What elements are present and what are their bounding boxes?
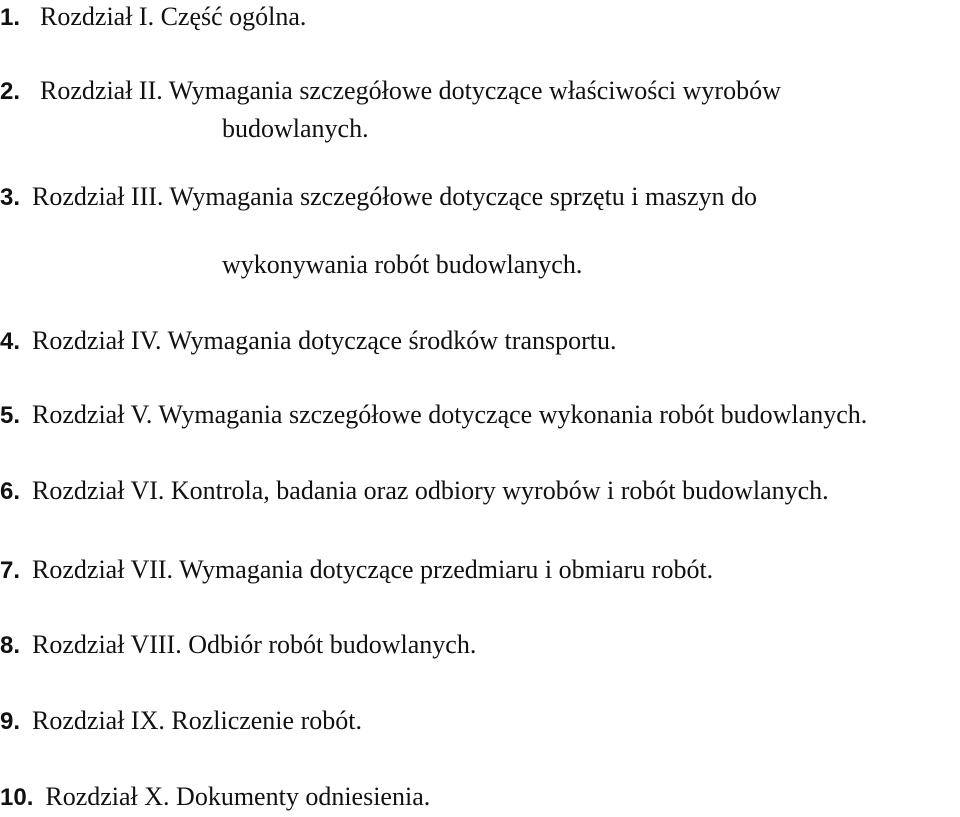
toc-item-text: Rozdział V. Wymagania szczegółowe dotyczące wykonania robót budowlanych.	[32, 400, 868, 429]
toc-item-1	[0, 2, 306, 33]
toc-item-number: 3.	[0, 184, 21, 211]
toc-item-text: Rozdział VIII. Odbiór robót budowlanych.	[32, 630, 477, 659]
toc-item-number: 10.	[0, 784, 34, 811]
toc-item-number: 4.	[0, 328, 21, 355]
toc-item-number: 7.	[0, 557, 21, 584]
toc-item-2	[0, 76, 781, 107]
toc-item-10	[0, 782, 430, 813]
toc-item-number: 2.	[0, 78, 21, 105]
toc-item-2-continuation: budowlanych.	[222, 114, 369, 143]
toc-item-3-continuation: wykonywania robót budowlanych.	[222, 250, 583, 279]
toc-item-3	[0, 182, 757, 213]
toc-item-text: Rozdział VI. Kontrola, badania oraz odbiory wyrobów i robót budowlanych.	[32, 476, 829, 505]
toc-item-number: 5.	[0, 402, 21, 429]
toc-item-text: Rozdział I. Część ogólna.	[40, 2, 307, 31]
toc-item-4	[0, 326, 616, 357]
toc-item-text: Rozdział VII. Wymagania dotyczące przedmiaru i obmiaru robót.	[32, 555, 714, 584]
toc-item-text: Rozdział X. Dokumenty odniesienia.	[45, 782, 431, 811]
toc-item-8	[0, 630, 476, 661]
toc-item-number: 6.	[0, 478, 21, 505]
toc-item-text: Rozdział III. Wymagania szczegółowe dotyczące sprzętu i maszyn do	[32, 182, 757, 211]
toc-item-number: 9.	[0, 708, 21, 735]
toc-item-6	[0, 476, 829, 507]
toc-item-text: Rozdział II. Wymagania szczegółowe dotyczące właściwości wyrobów	[40, 76, 781, 105]
toc-item-text: Rozdział IX. Rozliczenie robót.	[32, 706, 362, 735]
toc-item-5	[0, 400, 867, 431]
toc-item-9	[0, 706, 362, 737]
toc-item-number: 8.	[0, 632, 21, 659]
toc-item-number: 1.	[0, 4, 21, 31]
toc-item-text: Rozdział IV. Wymagania dotyczące środków transportu.	[32, 326, 617, 355]
toc-item-7	[0, 555, 713, 586]
